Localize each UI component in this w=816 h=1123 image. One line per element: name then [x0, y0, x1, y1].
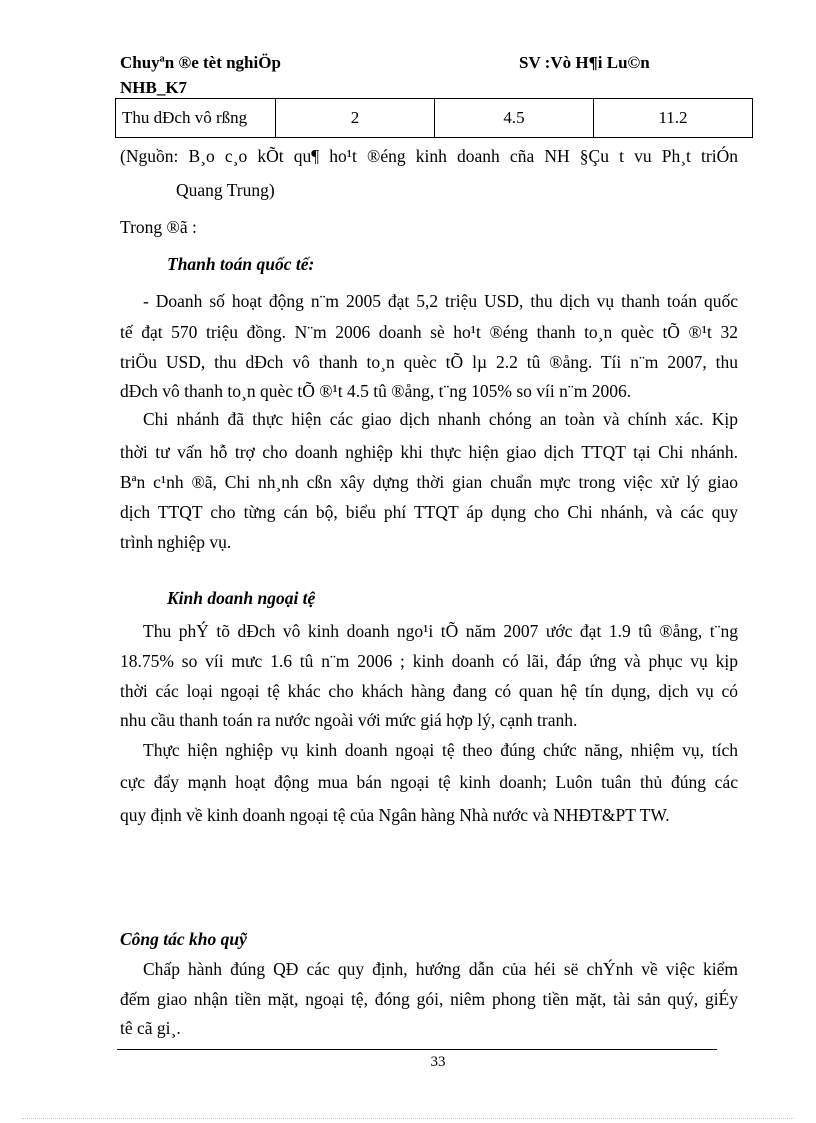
paragraph-line: dịch TTQT cho từng cán bộ, biểu phí TTQT áp dụng cho Chi nhánh, và các quy [120, 502, 738, 522]
table-cell: 4.5 [435, 99, 594, 138]
document-header-code: NHB_K7 [120, 78, 188, 97]
paragraph-line: 18.75% so víi mưc 1.6 tû n¨m 2006 ; kinh doanh có lãi, đáp ứng và phục vụ kịp [120, 651, 738, 671]
page-edge-dotted-line [22, 1118, 794, 1119]
paragraph-line: Thực hiện nghiệp vụ kinh doanh ngoại tệ theo đúng chức năng, nhiệm vụ, tích [143, 740, 738, 760]
table-cell: Thu dÐch vô rßng [116, 99, 276, 138]
paragraph-line: tế đạt 570 triệu đồng. N¨m 2006 doanh sè ho¹t ®éng thanh to¸n quèc tÕ ®¹t 32 [120, 322, 738, 342]
paragraph-line: trình nghiệp vụ. [120, 532, 232, 552]
page-number: 33 [430, 1054, 446, 1070]
paragraph-line: Chấp hành đúng QĐ các quy định, hướng dẫn của héi së chÝnh về việc kiểm [143, 959, 738, 979]
paragraph-line: tê cã gi¸. [120, 1018, 181, 1038]
paragraph-line: quy định về kinh doanh ngoại tệ của Ngân hàng Nhà nước và NHĐT&PT TW. [120, 805, 670, 825]
source-note-line: Quang Trung) [176, 180, 275, 200]
footer-divider [117, 1049, 717, 1050]
table-row [116, 99, 753, 138]
document-header-author: SV :Vò H¶i Lu©n [519, 53, 650, 72]
paragraph-line: cực đẩy mạnh hoạt động mua bán ngoại tệ kinh doanh; Luôn tuân thủ đúng các [120, 772, 738, 792]
paragraph-line: thời tư vấn hỗ trợ cho doanh nghiệp khi thực hiện giao dịch TTQT tại Chi nhánh. [120, 442, 738, 462]
paragraph-line: triÖu USD, thu dÐch vô thanh to¸n quèc tÕ lµ 2.2 tû ®ång. Tíi n¨m 2007, thu [120, 352, 738, 372]
paragraph-line: nhu cầu thanh toán ra nước ngoài với mức giá hợp lý, cạnh tranh. [120, 710, 578, 730]
paragraph-line: dÐch vô thanh to¸n quèc tÕ ®¹t 4.5 tû ®ång, t¨ng 105% so víi n¨m 2006. [120, 381, 632, 401]
trong-do-label: Trong ®ã : [120, 217, 197, 237]
paragraph-line: Chi nhánh đã thực hiện các giao dịch nhanh chóng an toàn và chính xác. Kịp [143, 409, 738, 429]
table-cell: 2 [276, 99, 435, 138]
table-cell: 11.2 [594, 99, 753, 138]
section-heading: Thanh toán quốc tế: [167, 254, 315, 274]
section-heading: Kinh doanh ngoại tệ [167, 588, 316, 608]
section-heading: Công tác kho quỹ [120, 929, 247, 949]
document-header-title: Chuyªn ®e tèt nghiÖp [120, 53, 281, 72]
revenue-table [115, 98, 753, 138]
paragraph-line: thời các loại ngoại tệ khác cho khách hàng đang có quan hệ tín dụng, dịch vụ có [120, 681, 738, 701]
source-note-line: (Nguồn: B¸o c¸o kÕt qu¶ ho¹t ®éng kinh doanh cña NH §Çu t vu Ph¸t triÓn [120, 146, 738, 166]
paragraph-line: Bªn c¹nh ®ã, Chi nh¸nh cßn xây dựng thời gian chuẩn mực trong việc xử lý giao [120, 472, 738, 492]
paragraph-line: Thu phÝ tõ dÐch vô kinh doanh ngo¹i tÕ năm 2007 ước đạt 1.9 tû ®ång, t¨ng [143, 621, 738, 641]
paragraph-line: đếm giao nhận tiền mặt, ngoại tệ, đóng gói, niêm phong tiền mặt, tài sản quý, giÉy [120, 989, 738, 1009]
paragraph-line: - Doanh số hoạt động n¨m 2005 đạt 5,2 triệu USD, thu dịch vụ thanh toán quốc [143, 291, 738, 311]
